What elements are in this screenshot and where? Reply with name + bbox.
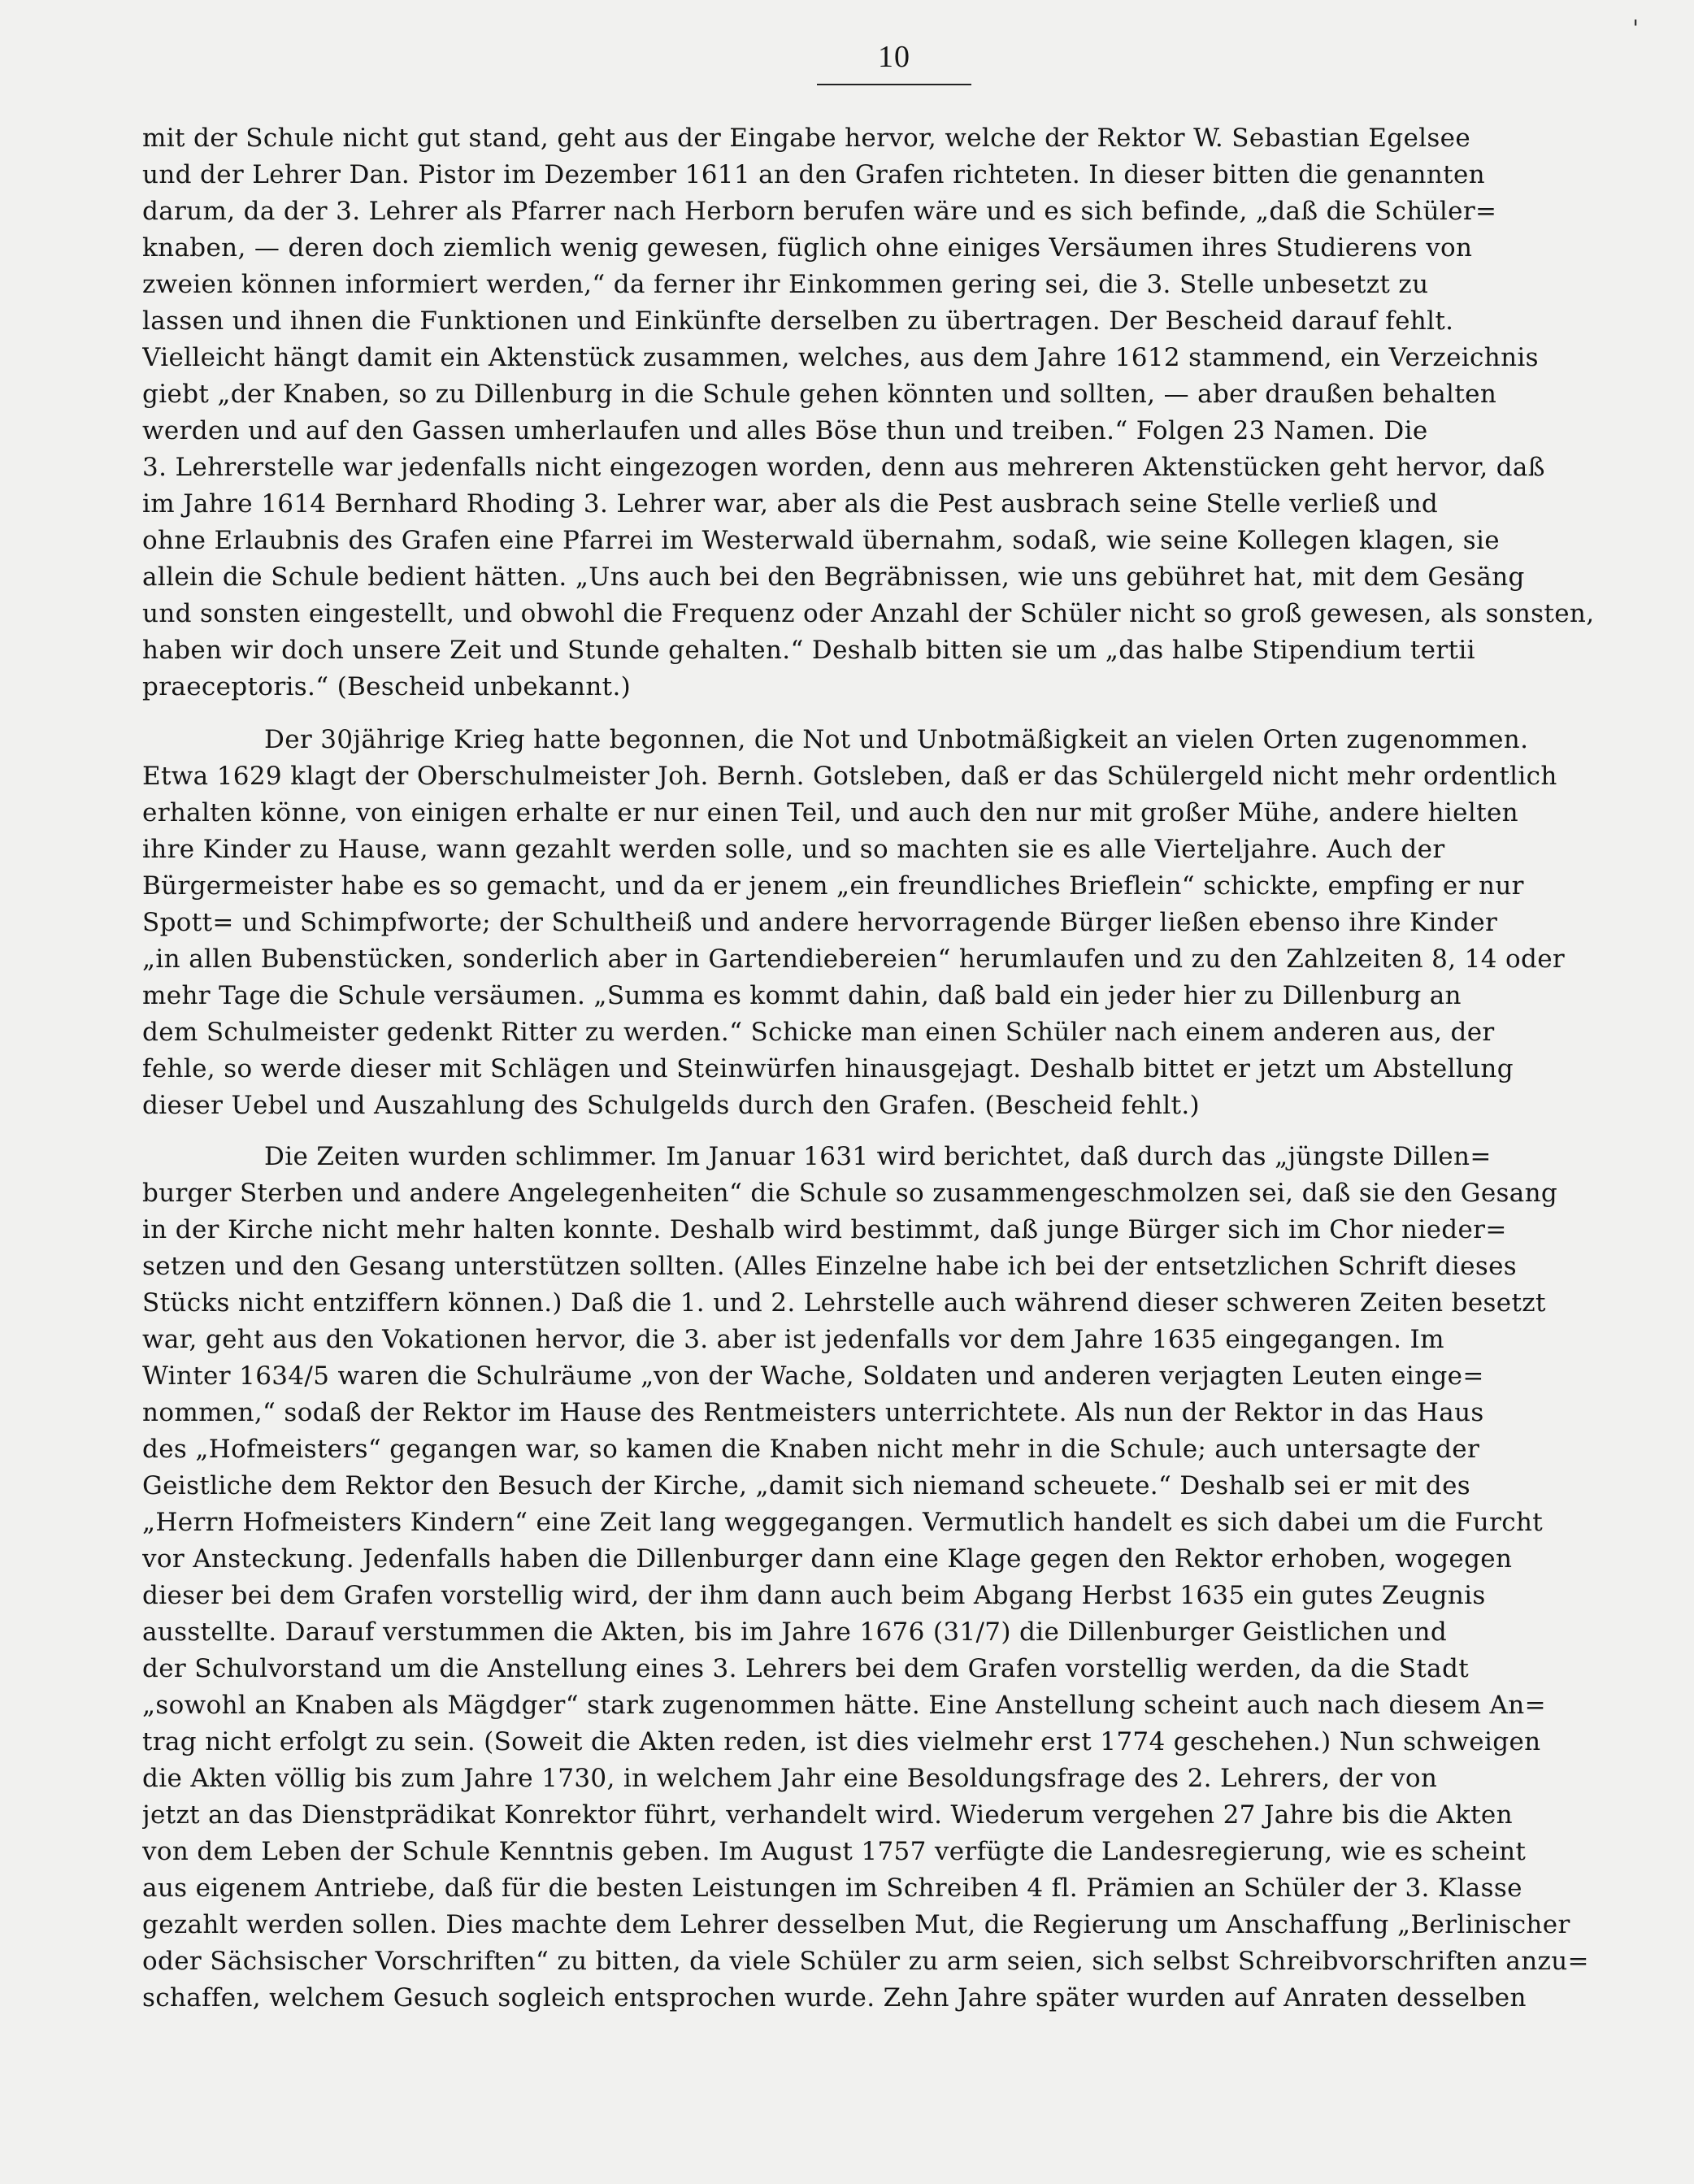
- text-line: setzen und den Gesang unterstützen sollten. (Alles Einzelne habe ich bei der entsetzlichen Schrift dieses: [142, 1252, 1518, 1281]
- text-line: gezahlt werden sollen. Dies machte dem Lehrer desselben Mut, die Regierung um Anschaffung „Berlinischer: [142, 1910, 1570, 1939]
- text-line: ihre Kinder zu Hause, wann gezahlt werden solle, und so machten sie es alle Vierteljahre. Auch der: [142, 835, 1445, 864]
- body-text: [142, 120, 1618, 2017]
- text-line: und der Lehrer Dan. Pistor im Dezember 1611 an den Grafen richteten. In dieser bitten die genannten: [142, 160, 1485, 189]
- text-line: zweien können informiert werden,“ da ferner ihr Einkommen gering sei, die 3. Stelle unbesetzt zu: [142, 270, 1429, 299]
- text-line: die Akten völlig bis zum Jahre 1730, in welchem Jahr eine Besoldungsfrage des 2. Lehrers, der von: [142, 1764, 1438, 1793]
- text-line: Bürgermeister habe es so gemacht, und da er jenem „ein freundliches Brieflein“ schickte, empfing er nur: [142, 871, 1524, 901]
- text-line: lassen und ihnen die Funktionen und Einkünfte derselben zu übertragen. Der Bescheid darauf fehlt.: [142, 306, 1454, 336]
- text-line: aus eigenem Antriebe, daß für die besten Leistungen im Schreiben 4 fl. Prämien an Schüler der 3. Klasse: [142, 1874, 1522, 1903]
- text-line: ohne Erlaubnis des Grafen eine Pfarrei im Westerwald übernahm, sodaß, wie seine Kollegen klagen, sie: [142, 526, 1500, 555]
- text-line: praeceptoris.“ (Bescheid unbekannt.): [142, 672, 632, 701]
- text-line: des „Hofmeisters“ gegangen war, so kamen die Knaben nicht mehr in die Schule; auch untersagte der: [142, 1435, 1480, 1464]
- paragraph-2: [142, 722, 1618, 1124]
- text-line: Etwa 1629 klagt der Oberschulmeister Joh. Bernh. Gotsleben, daß er das Schülergeld nicht mehr ordentlich: [142, 762, 1557, 791]
- text-line: in der Kirche nicht mehr halten konnte. Deshalb wird bestimmt, daß junge Bürger sich im Chor nieder=: [142, 1215, 1507, 1244]
- text-line: allein die Schule bedient hätten. „Uns auch bei den Begräbnissen, wie uns gebühret hat, mit dem Gesäng: [142, 562, 1525, 592]
- text-line: jetzt an das Dienstprädikat Konrektor führt, verhandelt wird. Wiederum vergehen 27 Jahre bis die Akten: [142, 1800, 1513, 1830]
- text-line: knaben, — deren doch ziemlich wenig gewesen, füglich ohne einiges Versäumen ihres Studierens von: [142, 233, 1473, 263]
- text-line: vor Ansteckung. Jedenfalls haben die Dillenburger dann eine Klage gegen den Rektor erhoben, wogegen: [142, 1544, 1513, 1574]
- text-line: nommen,“ sodaß der Rektor im Hause des Rentmeisters unterrichtete. Als nun der Rektor in das Haus: [142, 1398, 1484, 1427]
- text-line: Vielleicht hängt damit ein Aktenstück zusammen, welches, aus dem Jahre 1612 stammend, ein Verzeichnis: [142, 343, 1539, 372]
- text-line: burger Sterben und andere Angelegenheiten“ die Schule so zusammengeschmolzen sei, daß sie den Gesang: [142, 1179, 1558, 1208]
- text-line: mit der Schule nicht gut stand, geht aus der Eingabe hervor, welche der Rektor W. Sebastian Egelsee: [142, 124, 1471, 153]
- text-line: dem Schulmeister gedenkt Ritter zu werden.“ Schicke man einen Schüler nach einem anderen aus, der: [142, 1018, 1495, 1047]
- text-line: fehle, so werde dieser mit Schlägen und Steinwürfen hinausgejagt. Deshalb bittet er jetzt um Abstellung: [142, 1054, 1514, 1083]
- text-line: dieser Uebel und Auszahlung des Schulgelds durch den Grafen. (Bescheid fehlt.): [142, 1091, 1200, 1120]
- text-line: „sowohl an Knaben als Mägdger“ stark zugenommen hätte. Eine Anstellung scheint auch nach diesem An=: [142, 1691, 1546, 1720]
- text-line: 3. Lehrerstelle war jedenfalls nicht eingezogen worden, denn aus mehreren Aktenstücken geht hervor, daß: [142, 453, 1545, 482]
- text-line: trag nicht erfolgt zu sein. (Soweit die Akten reden, ist dies vielmehr erst 1774 geschehen.) Nun schweigen: [142, 1727, 1541, 1756]
- text-line: Die Zeiten wurden schlimmer. Im Januar 1631 wird berichtet, daß durch das „jüngste Dillen=: [264, 1142, 1492, 1171]
- text-line: war, geht aus den Vokationen hervor, die 3. aber ist jedenfalls vor dem Jahre 1635 eingegangen. Im: [142, 1325, 1444, 1354]
- paragraph-1: [142, 120, 1618, 706]
- page-number: 10: [878, 40, 910, 74]
- text-line: darum, da der 3. Lehrer als Pfarrer nach Herborn berufen wäre und es sich befinde, „daß die Schüler=: [142, 197, 1497, 226]
- margin-mark: ': [1632, 15, 1639, 41]
- paragraph-3: [142, 1139, 1618, 2017]
- text-line: Winter 1634/5 waren die Schulräume „von der Wache, Soldaten und anderen verjagten Leuten einge=: [142, 1361, 1484, 1391]
- text-line: oder Sächsischer Vorschriften“ zu bitten, da viele Schüler zu arm seien, sich selbst Schreibvorschriften anzu=: [142, 1947, 1589, 1976]
- text-line: giebt „der Knaben, so zu Dillenburg in die Schule gehen könnten und sollten, — aber draußen behalten: [142, 380, 1497, 409]
- text-line: erhalten könne, von einigen erhalte er nur einen Teil, und auch den nur mit großer Mühe, andere hielten: [142, 798, 1518, 827]
- text-line: schaffen, welchem Gesuch sogleich entsprochen wurde. Zehn Jahre später wurden auf Anraten desselben: [142, 1983, 1527, 2012]
- text-line: von dem Leben der Schule Kenntnis geben. Im August 1757 verfügte die Landesregierung, wie es scheint: [142, 1837, 1527, 1866]
- text-line: „in allen Bubenstücken, sonderlich aber in Gartendiebereien“ herumlaufen und zu den Zahlzeiten 8, 14 oder: [142, 944, 1566, 974]
- text-line: Spott= und Schimpfworte; der Schultheiß und andere hervorragende Bürger ließen ebenso ihre Kinder: [142, 908, 1498, 937]
- text-line: und sonsten eingestellt, und obwohl die Frequenz oder Anzahl der Schüler nicht so groß gewesen, als sonsten,: [142, 599, 1595, 628]
- text-line: haben wir doch unsere Zeit und Stunde gehalten.“ Deshalb bitten sie um „das halbe Stipendium tertii: [142, 636, 1475, 665]
- text-line: Stücks nicht entziffern können.) Daß die 1. und 2. Lehrstelle auch während dieser schweren Zeiten besetzt: [142, 1288, 1546, 1318]
- text-line: Geistliche dem Rektor den Besuch der Kirche, „damit sich niemand scheuete.“ Deshalb sei er mit des: [142, 1471, 1471, 1500]
- text-line: werden und auf den Gassen umherlaufen und alles Böse thun und treiben.“ Folgen 23 Namen. Die: [142, 416, 1428, 445]
- text-line: Der 30jährige Krieg hatte begonnen, die Not und Unbotmäßigkeit an vielen Orten zugenommen.: [264, 725, 1529, 754]
- text-line: ausstellte. Darauf verstummen die Akten, bis im Jahre 1676 (31/7) die Dillenburger Geistlichen und: [142, 1617, 1448, 1647]
- text-line: „Herrn Hofmeisters Kindern“ eine Zeit lang weggegangen. Vermutlich handelt es sich dabei um die Furcht: [142, 1508, 1544, 1537]
- page-number-rule: [817, 84, 971, 85]
- text-line: mehr Tage die Schule versäumen. „Summa es kommt dahin, daß bald ein jeder hier zu Dillenburg an: [142, 981, 1462, 1010]
- text-line: dieser bei dem Grafen vorstellig wird, der ihm dann auch beim Abgang Herbst 1635 ein gutes Zeugnis: [142, 1581, 1486, 1610]
- text-line: im Jahre 1614 Bernhard Rhoding 3. Lehrer war, aber als die Pest ausbrach seine Stelle verließ und: [142, 489, 1439, 519]
- text-line: der Schulvorstand um die Anstellung eines 3. Lehrers bei dem Grafen vorstellig werden, da die Stadt: [142, 1654, 1469, 1683]
